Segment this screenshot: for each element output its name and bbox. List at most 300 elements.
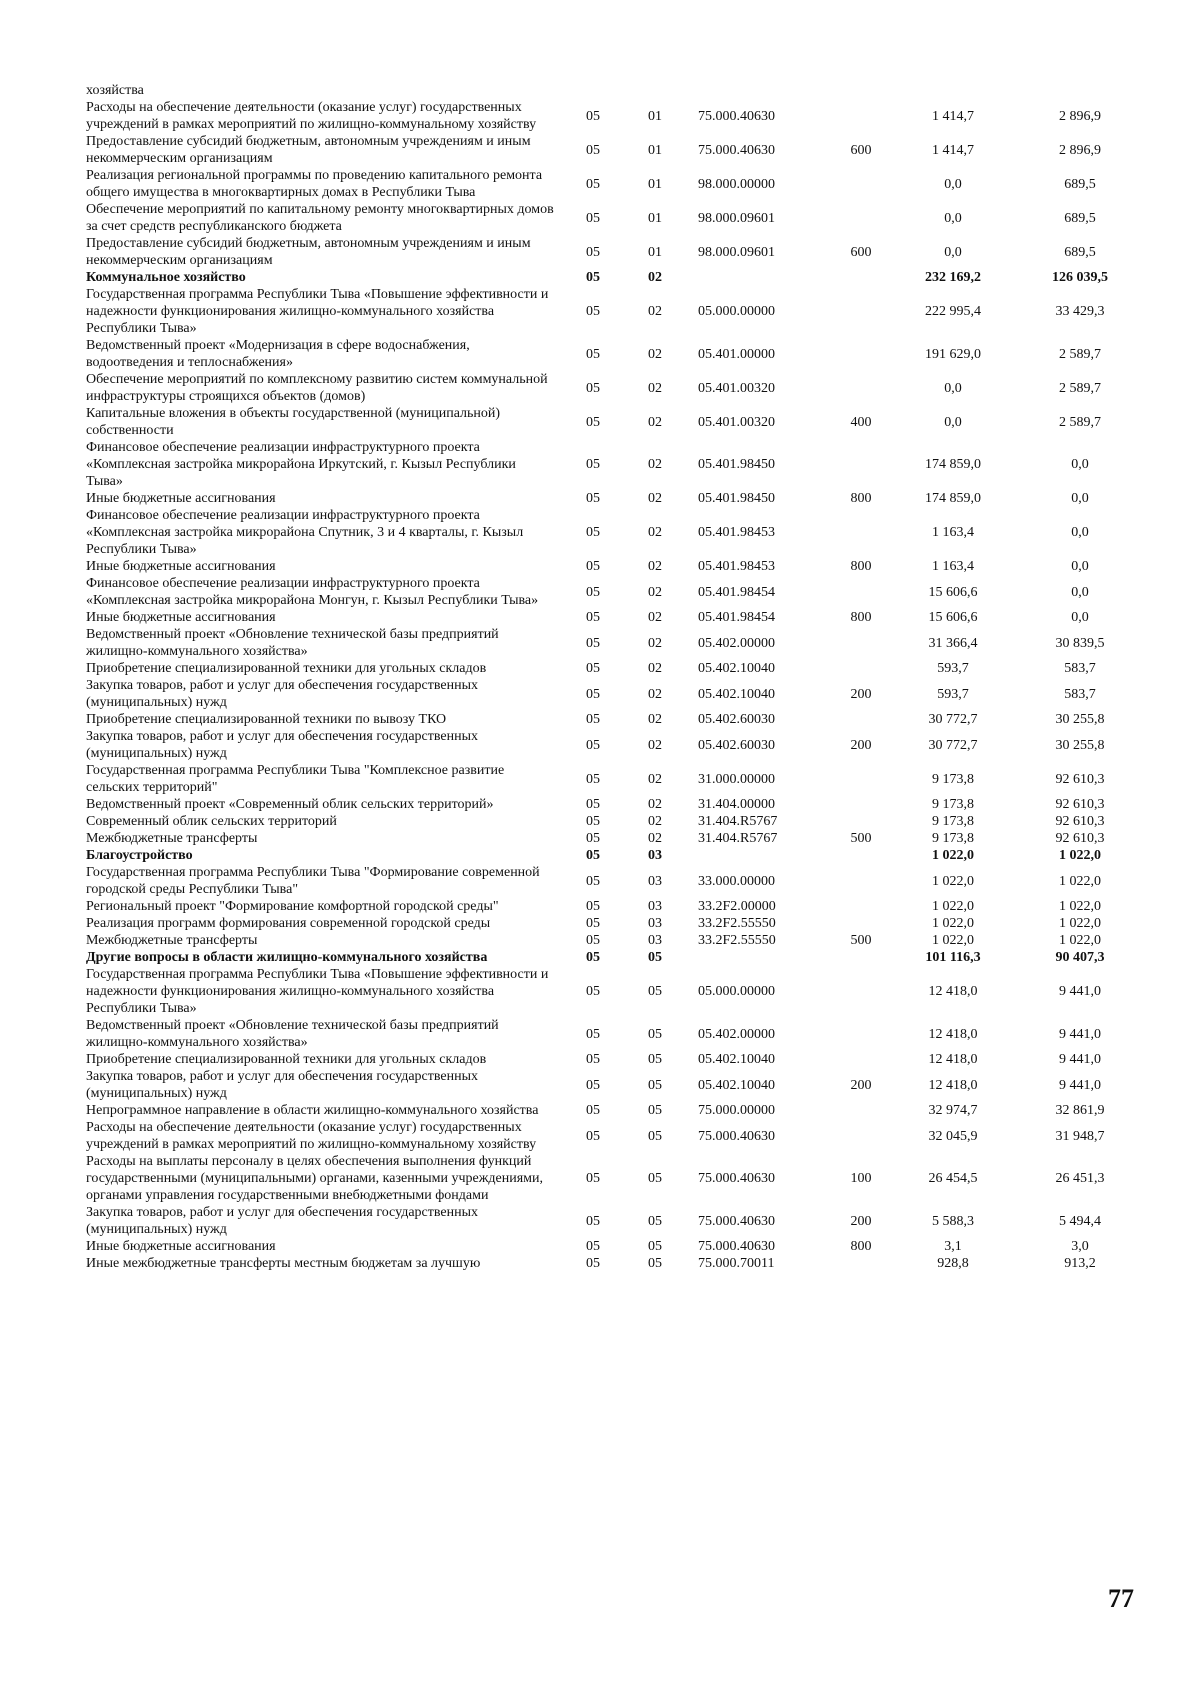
target-article-code — [686, 949, 832, 966]
section-code: 05 — [586, 491, 600, 506]
section-code: 05 — [586, 457, 600, 472]
table-row — [86, 1153, 1144, 1204]
expense-type-code — [832, 439, 890, 490]
target-article-code: 05.401.98453 — [698, 559, 775, 574]
row-name: Закупка товаров, работ и услуг для обеспечения государственных (муниципальных) нужд — [86, 678, 479, 710]
section-code: 05 — [586, 916, 600, 931]
target-article-code: 05.401.98450 — [698, 491, 775, 506]
amount-year-2: 2 589,7 — [1059, 414, 1101, 430]
amount-year-2: 0,0 — [1071, 525, 1089, 540]
row-name: Реализация программ формирования современной городской среды — [86, 916, 491, 931]
section-code: 05 — [586, 1128, 600, 1144]
subsection-code: 03 — [648, 933, 662, 948]
section-code: 05 — [586, 1256, 600, 1271]
amount-year-1: 15 606,6 — [928, 610, 978, 625]
amount-year-1: 30 772,7 — [928, 737, 978, 753]
subsection-code: 02 — [648, 831, 662, 846]
row-name: Обеспечение мероприятий по комплексному развитию систем коммунальной инфраструктуры строящихся объектов (домов) — [86, 372, 548, 404]
table-row — [86, 1051, 1144, 1068]
expense-type-code: 200 — [850, 686, 872, 702]
subsection-code: 02 — [648, 346, 662, 362]
amount-year-1: 0,0 — [944, 176, 962, 192]
table-row — [86, 575, 1144, 609]
subsection-code: 03 — [648, 873, 662, 889]
expense-type-code — [832, 286, 890, 337]
section-code: 05 — [586, 661, 600, 676]
section-code: 05 — [586, 1171, 600, 1186]
section-code: 05 — [586, 797, 600, 812]
expense-type-code — [832, 711, 890, 728]
table-row — [86, 1238, 1144, 1255]
target-article-code: 05.401.00320 — [698, 380, 775, 396]
subsection-code: 03 — [648, 899, 662, 914]
expense-type-code: 800 — [850, 559, 872, 574]
amount-year-1: 0,0 — [944, 244, 962, 260]
subsection-code: 02 — [648, 771, 662, 787]
expense-type-code — [832, 201, 890, 235]
row-name: Расходы на обеспечение деятельности (оказание услуг) государственных учреждений в рамках мероприятий по жилищно-коммунальному хозяйству — [86, 1120, 537, 1152]
amount-year-1: 1 022,0 — [932, 916, 974, 931]
target-article-code: 75.000.40630 — [698, 1171, 775, 1186]
section-code: 05 — [586, 873, 600, 889]
subsection-code: 05 — [648, 1256, 662, 1271]
subsection-code: 05 — [648, 1052, 662, 1067]
amount-year-2: 3,0 — [1071, 1239, 1089, 1254]
expense-type-code: 500 — [850, 831, 872, 846]
target-article-code: 98.000.09601 — [698, 244, 775, 260]
table-row — [86, 966, 1144, 1017]
subsection-code: 02 — [648, 380, 662, 396]
amount-year-1: 1 022,0 — [932, 899, 974, 914]
amount-year-1: 5 588,3 — [932, 1213, 974, 1229]
subsection-code: 02 — [648, 686, 662, 702]
table-row — [86, 439, 1144, 490]
amount-year-2: 1 022,0 — [1059, 873, 1101, 889]
amount-year-2: 1 022,0 — [1059, 916, 1101, 931]
amount-year-2: 1 022,0 — [1059, 848, 1101, 863]
subsection-code: 02 — [648, 814, 662, 829]
table-row — [86, 133, 1144, 167]
amount-year-1: 32 045,9 — [928, 1128, 978, 1144]
row-name: Иные бюджетные ассигнования — [86, 491, 276, 506]
section-code: 05 — [586, 176, 600, 192]
amount-year-2: 0,0 — [1071, 457, 1089, 472]
expense-type-code — [832, 813, 890, 830]
subsection-code: 02 — [648, 525, 662, 540]
expense-type-code: 400 — [850, 414, 872, 430]
section-code: 05 — [586, 831, 600, 846]
subsection-code: 01 — [648, 176, 662, 192]
row-name: Другие вопросы в области жилищно-коммунального хозяйства — [86, 950, 488, 965]
target-article-code: 75.000.40630 — [698, 108, 775, 124]
expense-type-code — [832, 626, 890, 660]
subsection-code: 02 — [648, 610, 662, 625]
amount-year-2: 1 022,0 — [1059, 899, 1101, 914]
amount-year-1: 593,7 — [937, 661, 969, 676]
target-article-code: 75.000.00000 — [698, 1103, 775, 1118]
subsection-code: 05 — [648, 1026, 662, 1042]
amount-year-2: 2 589,7 — [1059, 380, 1101, 396]
amount-year-2: 32 861,9 — [1055, 1103, 1105, 1118]
expense-type-code — [832, 1255, 890, 1272]
expense-type-code — [832, 507, 890, 558]
target-article-code: 31.404.R5767 — [698, 814, 778, 829]
expense-type-code: 800 — [850, 1239, 872, 1254]
expense-type-code — [832, 847, 890, 864]
amount-year-2: 9 441,0 — [1059, 1026, 1101, 1042]
amount-year-1: 9 173,8 — [932, 814, 974, 829]
section-code: 05 — [586, 848, 600, 863]
expense-type-code: 200 — [850, 737, 872, 753]
subsection-code: 02 — [648, 304, 662, 319]
amount-year-1: 9 173,8 — [932, 797, 974, 812]
table-row — [86, 1119, 1144, 1153]
row-name: Финансовое обеспечение реализации инфраструктурного проекта «Комплексная застройка микрорайона Монгун, г. Кызыл Республики Тыва» — [86, 576, 539, 608]
amount-year-1: 30 772,7 — [928, 712, 978, 727]
amount-year-1: 0,0 — [944, 380, 962, 396]
table-row — [86, 1102, 1144, 1119]
target-article-code: 05.402.60030 — [698, 712, 775, 727]
budget-table — [86, 82, 1144, 1272]
amount-year-1: 12 418,0 — [928, 1026, 978, 1042]
table-row — [86, 490, 1144, 507]
expense-type-code — [832, 898, 890, 915]
target-article-code — [686, 847, 832, 864]
section-code: 05 — [586, 142, 600, 158]
amount-year-1: 928,8 — [937, 1256, 969, 1271]
row-name: Иные бюджетные ассигнования — [86, 559, 276, 574]
amount-year-2: 30 255,8 — [1055, 712, 1105, 727]
row-name: Капитальные вложения в объекты государственной (муниципальной) собственности — [86, 406, 501, 438]
table-row — [86, 507, 1144, 558]
amount-year-2: 583,7 — [1064, 686, 1096, 702]
section-code: 05 — [586, 771, 600, 787]
subsection-code: 02 — [648, 457, 662, 472]
subsection-code: 02 — [648, 737, 662, 753]
amount-year-1: 0,0 — [944, 210, 962, 226]
amount-year-1: 191 629,0 — [925, 346, 981, 362]
row-name: Предоставление субсидий бюджетным, автономным учреждениям и иным некоммерческим организациям — [86, 134, 531, 166]
expense-type-code — [832, 1119, 890, 1153]
target-article-code: 05.000.00000 — [698, 304, 775, 319]
subsection-code: 05 — [648, 1213, 662, 1229]
target-article-code: 98.000.09601 — [698, 210, 775, 226]
amount-year-1: 31 366,4 — [928, 635, 978, 651]
amount-year-2: 90 407,3 — [1055, 950, 1105, 965]
subsection-code: 02 — [648, 491, 662, 506]
section-code: 05 — [586, 108, 600, 124]
target-article-code: 05.401.00320 — [698, 414, 775, 430]
expense-type-code — [832, 269, 890, 286]
amount-year-2: 31 948,7 — [1055, 1128, 1105, 1144]
section-code: 05 — [586, 380, 600, 396]
target-article-code: 05.401.98454 — [698, 584, 775, 600]
expense-type-code — [832, 966, 890, 1017]
row-name: Государственная программа Республики Тыва «Повышение эффективности и надежности функционирования жилищно-коммунального хозяйства Республики Тыва» — [86, 287, 549, 336]
row-name: Расходы на обеспечение деятельности (оказание услуг) государственных учреждений в рамках мероприятий по жилищно-коммунальному хозяйству — [86, 100, 537, 132]
expense-type-code: 600 — [850, 244, 872, 260]
expense-type-code — [832, 796, 890, 813]
table-row — [86, 626, 1144, 660]
amount-year-1: 9 173,8 — [932, 771, 974, 787]
table-row — [86, 167, 1144, 201]
amount-year-1: 174 859,0 — [925, 491, 981, 506]
expense-type-code — [832, 915, 890, 932]
target-article-code: 75.000.40630 — [698, 1239, 775, 1254]
expense-type-code — [832, 371, 890, 405]
target-article-code: 33.2F2.55550 — [698, 916, 776, 931]
section-code: 05 — [586, 933, 600, 948]
table-row — [86, 235, 1144, 269]
target-article-code: 33.000.00000 — [698, 873, 775, 889]
amount-year-2: 30 255,8 — [1055, 737, 1105, 753]
row-name: Закупка товаров, работ и услуг для обеспечения государственных (муниципальных) нужд — [86, 729, 479, 761]
row-name: Иные межбюджетные трансферты местным бюджетам за лучшую — [86, 1256, 481, 1271]
row-name: Непрограммное направление в области жилищно-коммунального хозяйства — [86, 1103, 539, 1118]
subsection-code: 02 — [648, 559, 662, 574]
amount-year-1: 101 116,3 — [925, 950, 981, 965]
amount-year-2: 0,0 — [1071, 491, 1089, 506]
section-code: 05 — [586, 1052, 600, 1067]
amount-year-1: 3,1 — [944, 1239, 962, 1254]
table-row — [86, 932, 1144, 949]
subsection-code: 01 — [648, 142, 662, 158]
target-article-code: 05.401.98454 — [698, 610, 775, 625]
amount-year-1: 1 414,7 — [932, 142, 974, 158]
amount-year-1: 0,0 — [944, 414, 962, 430]
table-row — [86, 847, 1144, 864]
section-code: 05 — [586, 304, 600, 319]
table-row — [86, 337, 1144, 371]
target-article-code: 05.000.00000 — [698, 984, 775, 999]
amount-year-2: 583,7 — [1064, 661, 1096, 676]
amount-year-2: 0,0 — [1071, 610, 1089, 625]
section-code: 05 — [586, 686, 600, 702]
table-row — [86, 711, 1144, 728]
section-code: 05 — [586, 525, 600, 540]
subsection-code: 05 — [648, 1239, 662, 1254]
table-row — [86, 405, 1144, 439]
target-article-code: 05.401.98450 — [698, 457, 775, 472]
amount-year-1: 222 995,4 — [925, 304, 981, 319]
target-article-code: 05.402.60030 — [698, 737, 775, 753]
target-article-code: 75.000.40630 — [698, 1128, 775, 1144]
row-name: Коммунальное хозяйство — [86, 270, 246, 285]
target-article-code: 75.000.40630 — [698, 1213, 775, 1229]
target-article-code: 98.000.00000 — [698, 176, 775, 192]
section-code: 05 — [586, 270, 600, 285]
target-article-code: 05.402.10040 — [698, 686, 775, 702]
table-row — [86, 1204, 1144, 1238]
amount-year-2 — [1016, 82, 1144, 99]
amount-year-2: 689,5 — [1064, 210, 1096, 226]
amount-year-2: 689,5 — [1064, 176, 1096, 192]
table-row — [86, 830, 1144, 847]
target-article-code — [686, 269, 832, 286]
table-row — [86, 269, 1144, 286]
row-name: Ведомственный проект «Модернизация в сфере водоснабжения, водоотведения и теплоснабжения» — [86, 338, 470, 370]
section-code: 05 — [586, 1103, 600, 1118]
section-code: 05 — [586, 712, 600, 727]
subsection-code: 02 — [648, 712, 662, 727]
subsection-code — [624, 82, 686, 99]
target-article-code: 33.2F2.00000 — [698, 899, 776, 914]
table-row — [86, 898, 1144, 915]
table-row — [86, 286, 1144, 337]
target-article-code: 75.000.70011 — [698, 1256, 775, 1271]
table-row — [86, 915, 1144, 932]
expense-type-code: 200 — [850, 1077, 872, 1093]
amount-year-1: 26 454,5 — [928, 1171, 978, 1186]
amount-year-1: 12 418,0 — [928, 984, 978, 999]
row-name: Региональный проект "Формирование комфортной городской среды" — [86, 899, 499, 914]
target-article-code: 05.402.00000 — [698, 1026, 775, 1042]
amount-year-2: 0,0 — [1071, 584, 1089, 600]
row-name: Ведомственный проект «Современный облик сельских территорий» — [86, 797, 494, 812]
table-row — [86, 728, 1144, 762]
target-article-code: 05.401.00000 — [698, 346, 775, 362]
budget-table-body — [86, 82, 1144, 1272]
subsection-code: 05 — [648, 1171, 662, 1186]
expense-type-code — [832, 337, 890, 371]
amount-year-1: 1 022,0 — [932, 848, 974, 863]
amount-year-1: 1 022,0 — [932, 933, 974, 948]
table-row — [86, 949, 1144, 966]
target-article-code — [686, 82, 832, 99]
row-name: Государственная программа Республики Тыва "Формирование современной городской среды Республики Тыва" — [86, 865, 540, 897]
amount-year-2: 1 022,0 — [1059, 933, 1101, 948]
table-row — [86, 660, 1144, 677]
row-name: Закупка товаров, работ и услуг для обеспечения государственных (муниципальных) нужд — [86, 1205, 479, 1237]
row-name: Предоставление субсидий бюджетным, автономным учреждениям и иным некоммерческим организациям — [86, 236, 531, 268]
row-name: Государственная программа Республики Тыва "Комплексное развитие сельских территорий" — [86, 763, 505, 795]
expense-type-code: 600 — [850, 142, 872, 158]
row-name: Приобретение специализированной техники для угольных складов — [86, 1052, 487, 1067]
amount-year-2: 913,2 — [1064, 1256, 1096, 1271]
amount-year-2: 33 429,3 — [1055, 304, 1105, 319]
section-code: 05 — [586, 346, 600, 362]
subsection-code: 05 — [648, 1103, 662, 1118]
row-name: Приобретение специализированной техники для угольных складов — [86, 661, 487, 676]
amount-year-2: 5 494,4 — [1059, 1213, 1101, 1229]
row-name: Финансовое обеспечение реализации инфраструктурного проекта «Комплексная застройка микрорайона Спутник, 3 и 4 кварталы, г. Кызыл Республики Тыва» — [86, 508, 524, 557]
section-code: 05 — [586, 1026, 600, 1042]
amount-year-1: 1 022,0 — [932, 873, 974, 889]
amount-year-1 — [890, 82, 1016, 99]
row-name: Иные бюджетные ассигнования — [86, 610, 276, 625]
amount-year-2: 9 441,0 — [1059, 1052, 1101, 1067]
section-code: 05 — [586, 899, 600, 914]
amount-year-2: 30 839,5 — [1055, 635, 1105, 651]
amount-year-1: 32 974,7 — [928, 1103, 978, 1118]
section-code: 05 — [586, 814, 600, 829]
section-code: 05 — [586, 635, 600, 651]
table-row — [86, 99, 1144, 133]
subsection-code: 02 — [648, 635, 662, 651]
row-name: Приобретение специализированной техники по вывозу ТКО — [86, 712, 447, 727]
amount-year-1: 1 163,4 — [932, 525, 974, 540]
table-row — [86, 762, 1144, 796]
section-code: 05 — [586, 984, 600, 999]
target-article-code: 05.402.10040 — [698, 1077, 775, 1093]
amount-year-2: 2 896,9 — [1059, 108, 1101, 124]
row-name: Современный облик сельских территорий — [86, 814, 337, 829]
target-article-code: 31.000.00000 — [698, 771, 775, 787]
section-code: 05 — [586, 610, 600, 625]
target-article-code: 31.404.R5767 — [698, 831, 778, 846]
expense-type-code: 500 — [850, 933, 872, 948]
amount-year-2: 689,5 — [1064, 244, 1096, 260]
table-row — [86, 677, 1144, 711]
subsection-code: 02 — [648, 270, 662, 285]
row-name: хозяйства — [86, 83, 144, 98]
table-row — [86, 796, 1144, 813]
section-code: 05 — [586, 1213, 600, 1229]
amount-year-2: 92 610,3 — [1055, 771, 1105, 787]
amount-year-2: 2 589,7 — [1059, 346, 1101, 362]
amount-year-2: 2 896,9 — [1059, 142, 1101, 158]
expense-type-code — [832, 575, 890, 609]
target-article-code: 05.402.00000 — [698, 635, 775, 651]
amount-year-1: 12 418,0 — [928, 1052, 978, 1067]
amount-year-1: 593,7 — [937, 686, 969, 702]
subsection-code: 05 — [648, 1077, 662, 1093]
subsection-code: 03 — [648, 848, 662, 863]
expense-type-code — [832, 660, 890, 677]
table-row — [86, 1017, 1144, 1051]
subsection-code: 02 — [648, 797, 662, 812]
target-article-code: 05.402.10040 — [698, 1052, 775, 1067]
section-code: 05 — [586, 584, 600, 600]
row-name: Закупка товаров, работ и услуг для обеспечения государственных (муниципальных) нужд — [86, 1069, 479, 1101]
section-code — [562, 82, 624, 99]
table-row — [86, 813, 1144, 830]
expense-type-code: 800 — [850, 491, 872, 506]
row-name: Финансовое обеспечение реализации инфраструктурного проекта «Комплексная застройка микрорайона Иркутский, г. Кызыл Республики Тыва» — [86, 440, 516, 489]
subsection-code: 02 — [648, 661, 662, 676]
section-code: 05 — [586, 1239, 600, 1254]
row-name: Межбюджетные трансферты — [86, 831, 258, 846]
section-code: 05 — [586, 414, 600, 430]
amount-year-2: 92 610,3 — [1055, 831, 1105, 846]
subsection-code: 05 — [648, 950, 662, 965]
expense-type-code — [832, 1051, 890, 1068]
section-code: 05 — [586, 559, 600, 574]
amount-year-2: 92 610,3 — [1055, 797, 1105, 812]
table-row — [86, 371, 1144, 405]
target-article-code: 31.404.00000 — [698, 797, 775, 812]
subsection-code: 02 — [648, 584, 662, 600]
expense-type-code: 200 — [850, 1213, 872, 1229]
subsection-code: 01 — [648, 244, 662, 260]
amount-year-2: 92 610,3 — [1055, 814, 1105, 829]
section-code: 05 — [586, 210, 600, 226]
expense-type-code — [832, 1102, 890, 1119]
amount-year-1: 174 859,0 — [925, 457, 981, 472]
expense-type-code — [832, 167, 890, 201]
section-code: 05 — [586, 1077, 600, 1093]
row-name: Государственная программа Республики Тыва «Повышение эффективности и надежности функционирования жилищно-коммунального хозяйства Республики Тыва» — [86, 967, 549, 1016]
row-name: Иные бюджетные ассигнования — [86, 1239, 276, 1254]
target-article-code: 05.402.10040 — [698, 661, 775, 676]
target-article-code: 75.000.40630 — [698, 142, 775, 158]
row-name: Ведомственный проект «Обновление технической базы предприятий жилищно-коммунального хозяйства» — [86, 627, 499, 659]
subsection-code: 01 — [648, 210, 662, 226]
table-row — [86, 82, 1144, 99]
expense-type-code — [832, 82, 890, 99]
subsection-code: 05 — [648, 984, 662, 999]
table-row — [86, 558, 1144, 575]
